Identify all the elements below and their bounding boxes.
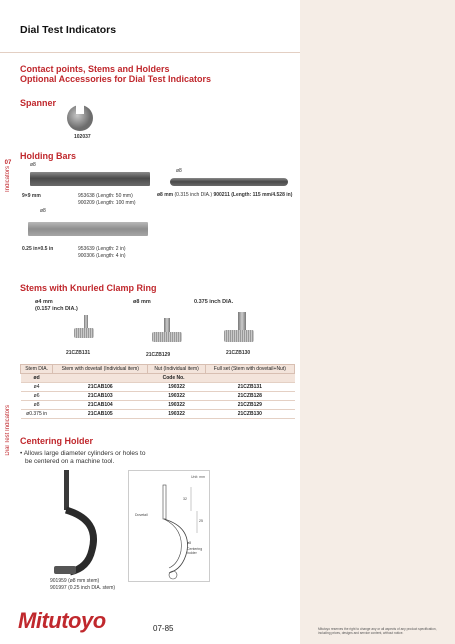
side-tab-dial-test-indicators[interactable] <box>0 405 16 465</box>
dim-label-3: ø8 <box>40 208 46 214</box>
bar2-text <box>157 192 297 199</box>
side-tab-indicators[interactable] <box>0 160 16 210</box>
holding-bar-round <box>170 178 288 186</box>
diagram-dim-32: 32 <box>183 497 187 501</box>
cell: 21CAB103 <box>53 392 148 401</box>
cell: 190322 <box>148 410 205 419</box>
diagram-dim-25: 25 <box>199 519 203 523</box>
mitutoyo-logo: Mitutoyo <box>18 608 106 633</box>
spanner-image <box>62 104 98 132</box>
bar1-code-b: 900209 (Length: 100 mm) <box>78 199 136 206</box>
dim-label-2: ø8 <box>176 168 182 174</box>
spanner-title: Spanner <box>20 98 57 108</box>
th-stem-dovetail: Stem with dovetail (Individual item) <box>53 365 148 374</box>
cell: 21CZB129 <box>205 401 294 410</box>
dim-label-1: ø8 <box>30 162 36 168</box>
section-heading-line1: Contact points, Stems and Holders <box>20 64 170 74</box>
centering-code-b: 901997 (0.25 inch DIA. stem) <box>50 584 116 591</box>
cell: ø0.375 in <box>21 410 53 419</box>
footer-note: Mitutoyo reserves the right to change any or all aspects of any product specification, including prices, designs and service content, without notice. <box>318 627 437 635</box>
centering-bullet-1: • Allows large diameter cylinders or holes to <box>20 450 146 457</box>
holding-bar-inch <box>28 222 148 236</box>
bar3-code-b: 900306 (Length: 4 in) <box>78 252 126 259</box>
th-code-no: Code No. <box>53 374 295 383</box>
bar2-desc: (0.315 inch DIA.) <box>174 192 213 198</box>
bar3-size: 0.25 in×0.5 in <box>22 246 54 252</box>
header-divider <box>0 52 300 53</box>
table-row <box>21 392 295 401</box>
holding-bars-title: Holding Bars <box>20 151 77 161</box>
page-title: Dial Test Indicators <box>20 24 117 36</box>
centering-holder-image <box>40 470 110 580</box>
th-full-set: Full set (Stem with dovetail+Nut) <box>205 365 294 374</box>
cell: ø8 <box>21 401 53 410</box>
cell: 190322 <box>148 401 205 410</box>
stem-d1-mm: ø4 mm <box>35 299 53 305</box>
section-heading <box>20 64 211 84</box>
stems-title: Stems with Knurled Clamp Ring <box>20 283 157 293</box>
bar1-code-a: 953638 (Length: 50 mm) <box>78 193 133 199</box>
stem-code-2: 21CZB129 <box>146 352 171 358</box>
knurl-ring-1 <box>74 328 94 338</box>
table-row <box>21 383 295 392</box>
bar3-codes <box>78 246 126 259</box>
stems-table <box>20 364 295 419</box>
table-row <box>21 410 295 419</box>
cell: 21CAB104 <box>53 401 148 410</box>
centering-code-a: 901959 (ø8 mm stem) <box>50 578 100 584</box>
th-nut: Nut (Individual item) <box>148 365 205 374</box>
centering-holder-diagram <box>128 470 210 582</box>
cell: 21CZB131 <box>205 383 294 392</box>
stem-d1 <box>35 299 78 312</box>
diagram-dim-d8: ø8 <box>187 541 192 545</box>
centering-codes <box>50 578 115 591</box>
stem-d1-inch: (0.157 inch DIA.) <box>35 305 78 312</box>
side-tab-label-2: Dial Test Indicators <box>5 405 11 456</box>
bar2-code: 900211 (Length: 115 mm/4.528 in) <box>213 192 293 198</box>
diagram-unit: Unit: mm <box>191 475 205 479</box>
stem-d3: 0.375 inch DIA. <box>194 299 234 305</box>
diagram-dovetail-label: Dovetail <box>135 513 148 517</box>
bar1-codes <box>78 193 136 206</box>
stem-d2: ø8 mm <box>133 299 151 305</box>
stem-image-3 <box>238 312 246 332</box>
centering-title: Centering Holder <box>20 436 94 446</box>
th-od: ød <box>21 374 53 383</box>
bar2-size: ø8 mm <box>157 192 174 198</box>
diagram-centering-word: Centering <box>187 547 203 551</box>
centering-bullet-2: be centered on a machine tool. <box>25 458 115 465</box>
knurl-ring-3 <box>224 330 254 342</box>
stem-code-1: 21CZB131 <box>66 350 91 356</box>
table-row <box>21 401 295 410</box>
right-margin-panel <box>300 0 455 644</box>
centering-description <box>20 450 145 466</box>
spanner-code: 102037 <box>74 134 91 140</box>
side-tab-number: 07 <box>4 160 12 166</box>
bar3-code-a: 953639 (Length: 2 in) <box>78 246 126 252</box>
th-stem-dia: Stem DIA. <box>21 365 53 374</box>
diagram-centering-label <box>187 547 202 555</box>
diagram-holder-word: holder <box>187 551 197 555</box>
cell: 190322 <box>148 392 205 401</box>
page-number: 07-85 <box>153 624 174 633</box>
cell: 21CZB128 <box>205 392 294 401</box>
cell: 21CZB130 <box>205 410 294 419</box>
cell: ø6 <box>21 392 53 401</box>
section-heading-line2: Optional Accessories for Dial Test Indicators <box>20 74 212 84</box>
cell: ø4 <box>21 383 53 392</box>
stem-code-3: 21CZB130 <box>226 350 251 356</box>
cell: 190322 <box>148 383 205 392</box>
knurl-ring-2 <box>152 332 182 342</box>
cell: 21CAB106 <box>53 383 148 392</box>
holding-bar-9x9 <box>30 172 150 186</box>
cell: 21CAB105 <box>53 410 148 419</box>
side-tab-label: Indicators <box>5 166 11 193</box>
bar1-size: 9×9 mm <box>22 193 41 199</box>
